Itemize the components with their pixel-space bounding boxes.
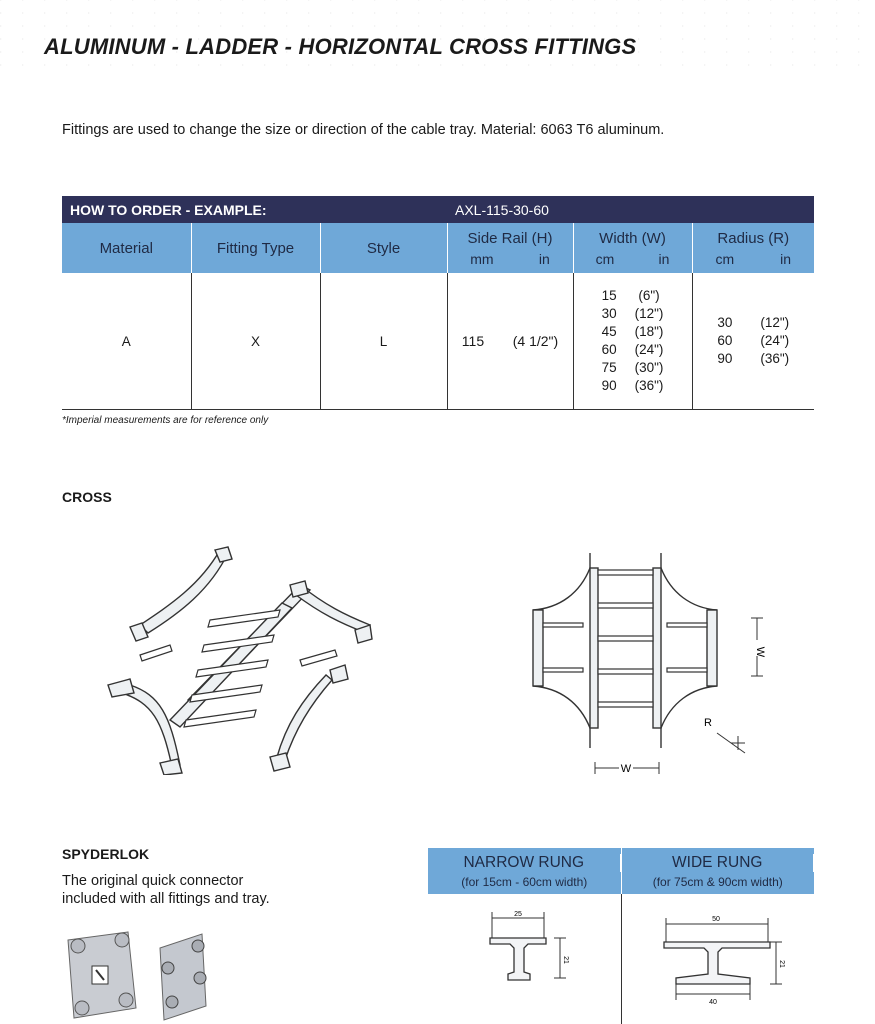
value-width	[573, 273, 692, 410]
side-rail-in: (4 1/2")	[512, 333, 559, 349]
order-header-label: HOW TO ORDER - EXAMPLE:	[62, 196, 447, 223]
narrow-rung-title: NARROW RUNG	[428, 854, 621, 872]
narrow-rung-subtitle: (for 15cm - 60cm width)	[428, 875, 621, 889]
width-in-value: (18")	[634, 324, 664, 339]
cross-heading: CROSS	[62, 489, 112, 505]
spyderlok-desc-line1: The original quick connector	[62, 873, 244, 889]
width-cm-value: 15	[601, 288, 617, 303]
narrow-rung-dim-height: 21	[562, 956, 569, 964]
cross-isometric-drawing	[100, 545, 380, 775]
col-material: Material	[62, 223, 191, 273]
col-side-rail-label: Side Rail (H)	[467, 229, 553, 247]
unit-cm: cm	[595, 250, 615, 267]
width-in-value: (6")	[638, 288, 660, 303]
spyderlok-description	[62, 872, 270, 908]
col-style: Style	[320, 223, 447, 273]
order-example-code: AXL-115-30-60	[447, 196, 814, 223]
value-fitting-type: X	[191, 273, 320, 410]
width-in-value: (30")	[634, 360, 664, 375]
width-cm-value: 60	[601, 342, 617, 357]
col-radius	[692, 223, 814, 273]
unit-in: in	[658, 250, 670, 267]
width-in-value: (12")	[634, 306, 664, 321]
rung-divider	[621, 894, 622, 1024]
wide-rung-dim-bottom: 40	[709, 999, 717, 1006]
spyderlok-heading: SPYDERLOK	[62, 846, 150, 862]
wide-rung-subtitle: (for 75cm & 90cm width)	[622, 875, 815, 889]
radius-in-value: (24")	[760, 333, 790, 348]
imperial-footnote: *Imperial measurements are for reference only	[62, 415, 269, 426]
cross-plan-drawing	[525, 548, 775, 778]
cross-dim-width-vertical: W	[754, 646, 766, 658]
radius-in-value: (12")	[760, 315, 790, 330]
wide-rung-header	[622, 848, 815, 894]
width-cm-value: 45	[601, 324, 617, 339]
narrow-rung-profile-drawing	[468, 908, 588, 1018]
intro-text: Fittings are used to change the size or direction of the cable tray. Material: 6063 T6 aluminum.	[62, 122, 665, 138]
rung-table	[428, 848, 814, 1024]
col-width-label: Width (W)	[599, 229, 666, 247]
col-radius-label: Radius (R)	[717, 229, 790, 247]
col-width	[573, 223, 692, 273]
width-cm-value: 90	[601, 378, 617, 393]
value-material: A	[62, 273, 191, 410]
unit-mm: mm	[470, 250, 494, 267]
spyderlok-connector-front-image	[62, 930, 142, 1020]
spyderlok-connector-back-image	[152, 930, 218, 1022]
page-title: ALUMINUM - LADDER - HORIZONTAL CROSS FITTINGS	[44, 34, 637, 59]
order-value-row	[62, 273, 814, 410]
value-radius	[692, 273, 814, 410]
width-cm-value: 30	[601, 306, 617, 321]
wide-rung-dim-top: 50	[712, 916, 720, 923]
side-rail-mm: 115	[461, 333, 485, 349]
narrow-rung-header	[428, 848, 622, 894]
radius-in-value: (36")	[760, 351, 790, 366]
spyderlok-desc-line2: included with all fittings and tray.	[62, 891, 270, 907]
radius-cm-value: 30	[717, 315, 733, 330]
radius-cm-value: 90	[717, 351, 733, 366]
value-style: L	[320, 273, 447, 410]
wide-rung-title: WIDE RUNG	[622, 854, 815, 872]
width-in-value: (36")	[634, 378, 664, 393]
wide-rung-dim-height: 21	[778, 960, 785, 968]
order-column-row	[62, 223, 814, 273]
cross-dim-radius: R	[704, 717, 712, 729]
col-side-rail	[447, 223, 573, 273]
unit-in: in	[780, 250, 791, 267]
order-header-row	[62, 196, 814, 223]
width-cm-value: 75	[601, 360, 617, 375]
order-table	[62, 196, 814, 410]
width-in-value: (24")	[634, 342, 664, 357]
radius-cm-value: 60	[717, 333, 733, 348]
wide-rung-profile-drawing	[658, 908, 788, 1018]
narrow-rung-dim-width: 25	[514, 911, 522, 918]
unit-in: in	[538, 250, 550, 267]
value-side-rail	[447, 273, 573, 410]
cross-dim-width: W	[620, 763, 632, 775]
col-fitting-type: Fitting Type	[191, 223, 320, 273]
unit-cm: cm	[715, 250, 735, 267]
